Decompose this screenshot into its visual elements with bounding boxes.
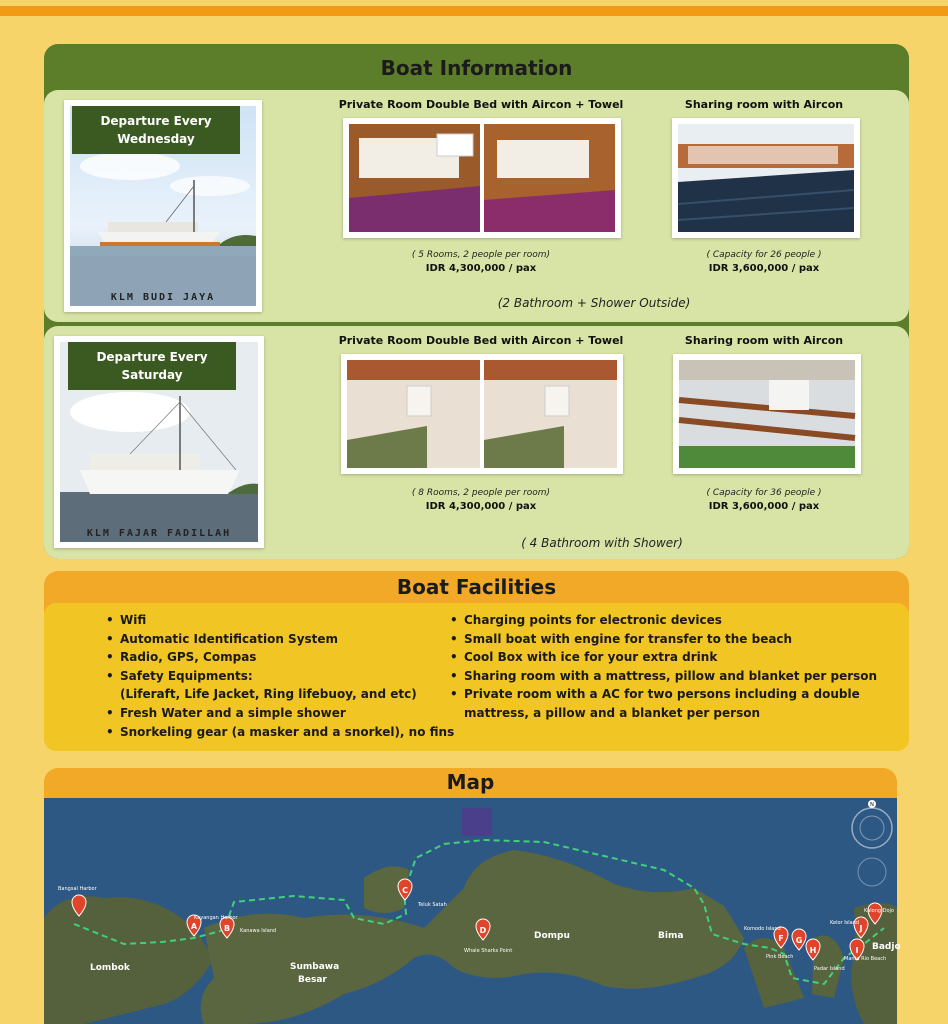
boat-name-budi-jaya: KLM BUDI JAYA xyxy=(110,292,216,303)
map-label-padar: Padar Island xyxy=(814,966,845,972)
facility-item: • Automatic Identification System xyxy=(106,631,339,646)
map-label-kanawa: Kanawa Island xyxy=(240,928,277,934)
bathroom-note: (2 Bathroom + Shower Outside) xyxy=(497,296,691,310)
map-marker-a: A xyxy=(190,922,198,931)
map-label-pink-beach: Pink Beach xyxy=(766,954,794,960)
sharing-room-title: Sharing room with Aircon xyxy=(684,334,844,347)
facility-item: • Snorkeling gear (a masker and a snorkel), no fins xyxy=(106,724,455,739)
route-map[interactable] xyxy=(44,798,901,1024)
sharing-room-title: Sharing room with Aircon xyxy=(684,98,844,111)
map-label-komodo: Komodo Island xyxy=(744,926,781,932)
map-label-bima: Bima xyxy=(658,931,684,941)
boat-card-budi-jaya xyxy=(44,90,909,322)
facility-item: • Radio, GPS, Compas xyxy=(106,650,257,665)
map-label-dompu: Dompu xyxy=(534,931,570,941)
private-room-capacity: ( 5 Rooms, 2 people per room) xyxy=(411,250,551,260)
boat-information-title: Boat Information xyxy=(380,56,573,80)
sharing-room-price: IDR 3,600,000 / pax xyxy=(708,501,820,512)
private-room-price: IDR 4,300,000 / pax xyxy=(425,263,537,274)
sharing-room-capacity: ( Capacity for 36 people ) xyxy=(706,488,822,498)
facilities-list-right xyxy=(450,611,886,723)
map-panel xyxy=(44,768,901,1024)
facility-item: • Charging points for electronic devices xyxy=(450,613,722,627)
compass-north-icon: N xyxy=(870,802,874,808)
map-label-sumbawa: Sumbawa xyxy=(290,962,340,972)
facility-item: • Safety Equipments: xyxy=(106,668,253,683)
facility-item: • Fresh Water and a simple shower xyxy=(106,705,346,720)
top-accent-bar xyxy=(0,6,948,16)
private-room-title: Private Room Double Bed with Aircon + Towel xyxy=(338,98,624,111)
facility-item: • Wifi xyxy=(106,613,147,627)
facility-item-continued: (Liferaft, Life Jacket, Ring lifebuoy, and etc) xyxy=(120,687,417,702)
map-label-badjo: Badjo xyxy=(872,942,901,952)
map-label-kelor: Kelor Island xyxy=(830,920,860,926)
private-room-photos xyxy=(341,354,623,474)
map-marker-i: I xyxy=(855,946,859,955)
map-label-besar: Besar xyxy=(298,975,327,985)
sharing-room-image xyxy=(678,124,854,232)
facilities-list-area xyxy=(44,603,909,751)
facility-item: • Sharing room with a mattress, pillow and blanket per person xyxy=(450,668,878,683)
private-room-photos xyxy=(343,118,621,238)
sharing-room-price: IDR 3,600,000 / pax xyxy=(708,263,820,274)
map-label-manta: Manta Rio Beach xyxy=(844,956,887,962)
private-room-capacity: ( 8 Rooms, 2 people per room) xyxy=(411,488,551,498)
boat-photo-fajar-fadillah xyxy=(54,336,264,548)
map-label-whale-sharks: Whale Sharks Point xyxy=(464,948,513,954)
boat-card-fajar-fadillah xyxy=(44,326,909,559)
boat-facilities-title: Boat Facilities xyxy=(396,575,557,599)
sharing-room-photo xyxy=(673,354,861,474)
map-marker-h: H xyxy=(809,946,817,955)
map-marker-f: F xyxy=(778,934,784,943)
sharing-room-capacity: ( Capacity for 26 people ) xyxy=(706,250,822,260)
map-marker-c: C xyxy=(402,886,408,895)
map-label-lombok: Lombok xyxy=(90,963,130,973)
facilities-list-left xyxy=(106,611,454,741)
map-marker-g: G xyxy=(795,936,803,945)
map-marker-b: B xyxy=(223,924,231,933)
map-label-bangsal: Bangsal Harbor xyxy=(58,886,97,892)
map-label-kalong: Kalong Dojo xyxy=(864,908,894,914)
boat-facilities-panel xyxy=(44,571,909,751)
boat-information-panel xyxy=(44,44,909,559)
private-room-images xyxy=(347,360,617,468)
map-marker-j: J xyxy=(859,924,863,933)
sharing-room-photo xyxy=(672,118,860,238)
departure-ribbon-wednesday: Departure Every Wednesday xyxy=(72,106,240,154)
map-graphic xyxy=(44,798,897,1024)
map-title: Map xyxy=(446,770,495,794)
facility-item: • Private room with a AC for two persons including a double xyxy=(450,687,860,702)
boat-photo-budi-jaya xyxy=(64,100,262,312)
boat-name-fajar-fadillah: KLM FAJAR FADILLAH xyxy=(86,528,232,539)
sharing-room-image xyxy=(679,360,855,468)
private-room-title: Private Room Double Bed with Aircon + Towel xyxy=(338,334,624,347)
private-room-images xyxy=(349,124,615,232)
facility-item: • Small boat with engine for transfer to the beach xyxy=(450,631,793,646)
bathroom-note: ( 4 Bathroom with Shower) xyxy=(521,536,683,550)
map-marker-d: D xyxy=(479,926,487,935)
map-label-kayangan: Kayangan Harbor xyxy=(194,915,238,921)
facility-item-continued: mattress, a pillow and a blanket per person xyxy=(464,705,761,720)
map-label-satonda: Teluk Satah xyxy=(418,902,447,908)
private-room-price: IDR 4,300,000 / pax xyxy=(425,501,537,512)
facility-item: • Cool Box with ice for your extra drink xyxy=(450,650,718,665)
departure-ribbon-saturday: Departure Every Saturday xyxy=(68,342,236,390)
